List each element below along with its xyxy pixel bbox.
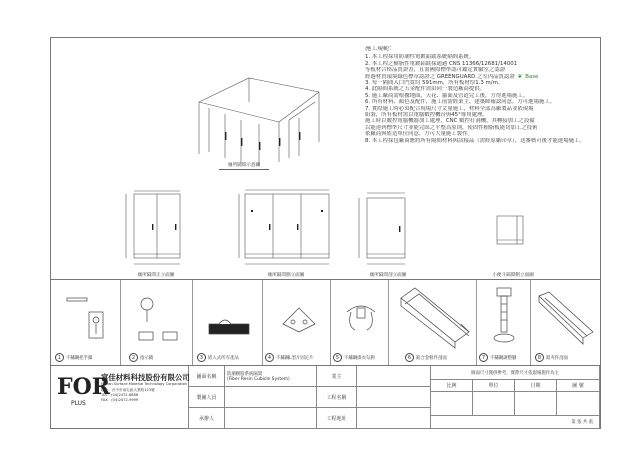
part-cell [263, 280, 331, 366]
company-name-en: FuTian Surface Material Technology Corporation [101, 382, 187, 386]
drawing-name-en: (Fiber Resin Cubicle System) [227, 376, 290, 382]
note-line: 5. 施工廠商需根據地面、天花、牆面及管道完工後，方得進場施工。 [365, 92, 529, 99]
part-number: 6 [405, 353, 414, 362]
part-number: 8 [535, 353, 544, 362]
scale-value [431, 392, 473, 416]
date-value [515, 392, 557, 416]
part-label: 不鏽鋼把手鎖 [66, 355, 93, 361]
drawing-sheet [50, 37, 601, 429]
sheet-count: 第 張 共 張 [431, 416, 600, 429]
site-label: 工程地址 [317, 408, 357, 429]
part-label: 不鏽鋼調整腳 [490, 355, 517, 361]
drafter-label: 製圖人員 [189, 387, 225, 408]
note-line: 1. 本工程採用防潮性電鍍鋁鎂系統隔間系統。 [365, 54, 475, 61]
caption-door-view: 廁所隔間剖立面圖 [363, 272, 413, 280]
caption-front-view: 廁所隔間正立面圖 [131, 272, 181, 280]
client-label: 業主 [317, 366, 357, 387]
construction-notes [365, 46, 597, 144]
part-label: 指示鎖 [140, 355, 154, 361]
handler-label: 承辦人 [189, 408, 225, 429]
part-number: 2 [129, 353, 138, 362]
unit-value [473, 392, 515, 416]
note-line: 3. 每一隔間入口門寬約 591mm，所有板材厚1.3 m/m。 [365, 80, 504, 87]
note-line: 6. 所有材料、顏色及配件，施工前需經業主、建築師確認同意，方可進場施工。 [365, 99, 556, 106]
drafter-value [225, 387, 317, 408]
caption-perspective: 廁所隔間示意圖 [219, 162, 269, 170]
note-line: 施工時以數控電腦機器加工處理，CNC 數控打洞機，其轉接加工之設備 [365, 118, 535, 125]
coat-hook-icon [341, 302, 381, 338]
part-label: 不鏽鋼L型片固定片 [276, 355, 314, 361]
note-line: 以能達到標準尺寸並能完固之平整為原則，使固性樹脂板能切加工之技術 [365, 124, 538, 131]
handle-lock-icon [63, 294, 111, 348]
part-cell [531, 280, 600, 366]
note-line: 依廠商與監造單位同意，方可大量施工製作。 [365, 131, 473, 138]
sheet-number-value [557, 392, 600, 416]
part-cell [331, 280, 389, 366]
part-label: 鋁合金框件剖面 [416, 355, 447, 361]
part-number: 3 [197, 353, 206, 362]
drawing-name-text: 防潮樹脂系統隔間 [227, 371, 263, 377]
front-elevation-drawing [116, 188, 196, 268]
part-cell [51, 280, 121, 366]
part-label: 不鏽鋼掛衣勾鉤 [344, 355, 375, 361]
caption-urinal-view: 小便斗隔間側立面圖 [487, 272, 539, 280]
l-bracket-icon [279, 304, 319, 334]
project-label: 工程名稱 [317, 387, 357, 408]
part-number: 7 [479, 353, 488, 362]
part-cell [389, 280, 477, 366]
note-line: 2. 本工程之樹脂性電鍍鋁鎂採通過 CNS 11366/12681/14001 [365, 60, 518, 67]
part-cell [121, 280, 193, 366]
note-line: 7. 實際施工時必須配合現場尺寸丈量施工，材料全部為廠製品並依現場 [365, 105, 534, 112]
title-block [51, 365, 600, 428]
date-label: 日期 [515, 380, 557, 392]
notes-heading: 施工規範： [365, 46, 396, 52]
part-number: 1 [55, 353, 64, 362]
door-section-drawing [349, 188, 419, 268]
leaf-icon: ❦ [517, 73, 523, 80]
site-value [357, 408, 431, 429]
aluminum-frame-icon [395, 284, 475, 350]
company-logo-sub: PLUS [71, 400, 86, 407]
part-cell [193, 280, 263, 366]
note-line: 經過材質環境綠色標章認證之 GREENGUARD 之室內品質認證 [365, 73, 515, 80]
base-badge: Base [525, 73, 539, 80]
parts-strip [51, 279, 600, 365]
indicator-lock-icon [131, 292, 187, 348]
drawing-note: 圖面尺寸僅供參考，實際尺寸依現場施作為主 [431, 366, 600, 380]
company-address: 地址：台中市南屯區大業路123號 [101, 388, 155, 392]
embedded-hardware-icon [205, 316, 253, 340]
company-tel: TEL：(04)2472-8888 [101, 393, 139, 397]
company-logo: FOR [57, 374, 111, 400]
urinal-partition-drawing [491, 210, 531, 250]
sheet-number-label: 圖 號 [557, 380, 600, 392]
part-cell [477, 280, 531, 366]
project-value [357, 387, 431, 408]
client-value [357, 366, 431, 387]
part-number: 4 [265, 353, 274, 362]
caption-side-view: 廁所隔間側立面圖 [261, 272, 311, 280]
unit-label: 單位 [473, 380, 515, 392]
side-elevation-drawing [231, 186, 341, 270]
part-number: 5 [333, 353, 342, 362]
note-line: 8. 本工程採包廠商應將所有隔間材料與試樣品（需經原廠印章），送審核可後才能進場施工。 [365, 137, 585, 144]
drawing-name-label: 圖面名稱 [189, 366, 225, 387]
aluminum-clip-icon [535, 288, 597, 346]
part-label: 嵌入式所有產品 [208, 355, 239, 361]
part-label: 鋁夾件剖面 [546, 355, 568, 361]
company-fax: FAX：(04)2472-9999 [101, 398, 139, 402]
note-line: 4. 此隔間系統之五金配件需由同一製造廠商提供。 [365, 86, 486, 93]
perspective-drawing [189, 62, 339, 172]
adjustable-foot-icon [491, 284, 517, 350]
note-line: 組裝，所有板材需以電腦數控機台與45°導角處理。 [365, 112, 488, 119]
drawing-name-value [225, 366, 317, 387]
company-name: 富佳材料科技股份有限公司 [101, 373, 190, 382]
scale-label: 比例 [431, 380, 473, 392]
company-block [51, 366, 189, 429]
note-line: 等板材合格品質證書，且需國際標準認可鑑定實驗室之認證 [365, 67, 506, 74]
handler-value [225, 408, 317, 429]
